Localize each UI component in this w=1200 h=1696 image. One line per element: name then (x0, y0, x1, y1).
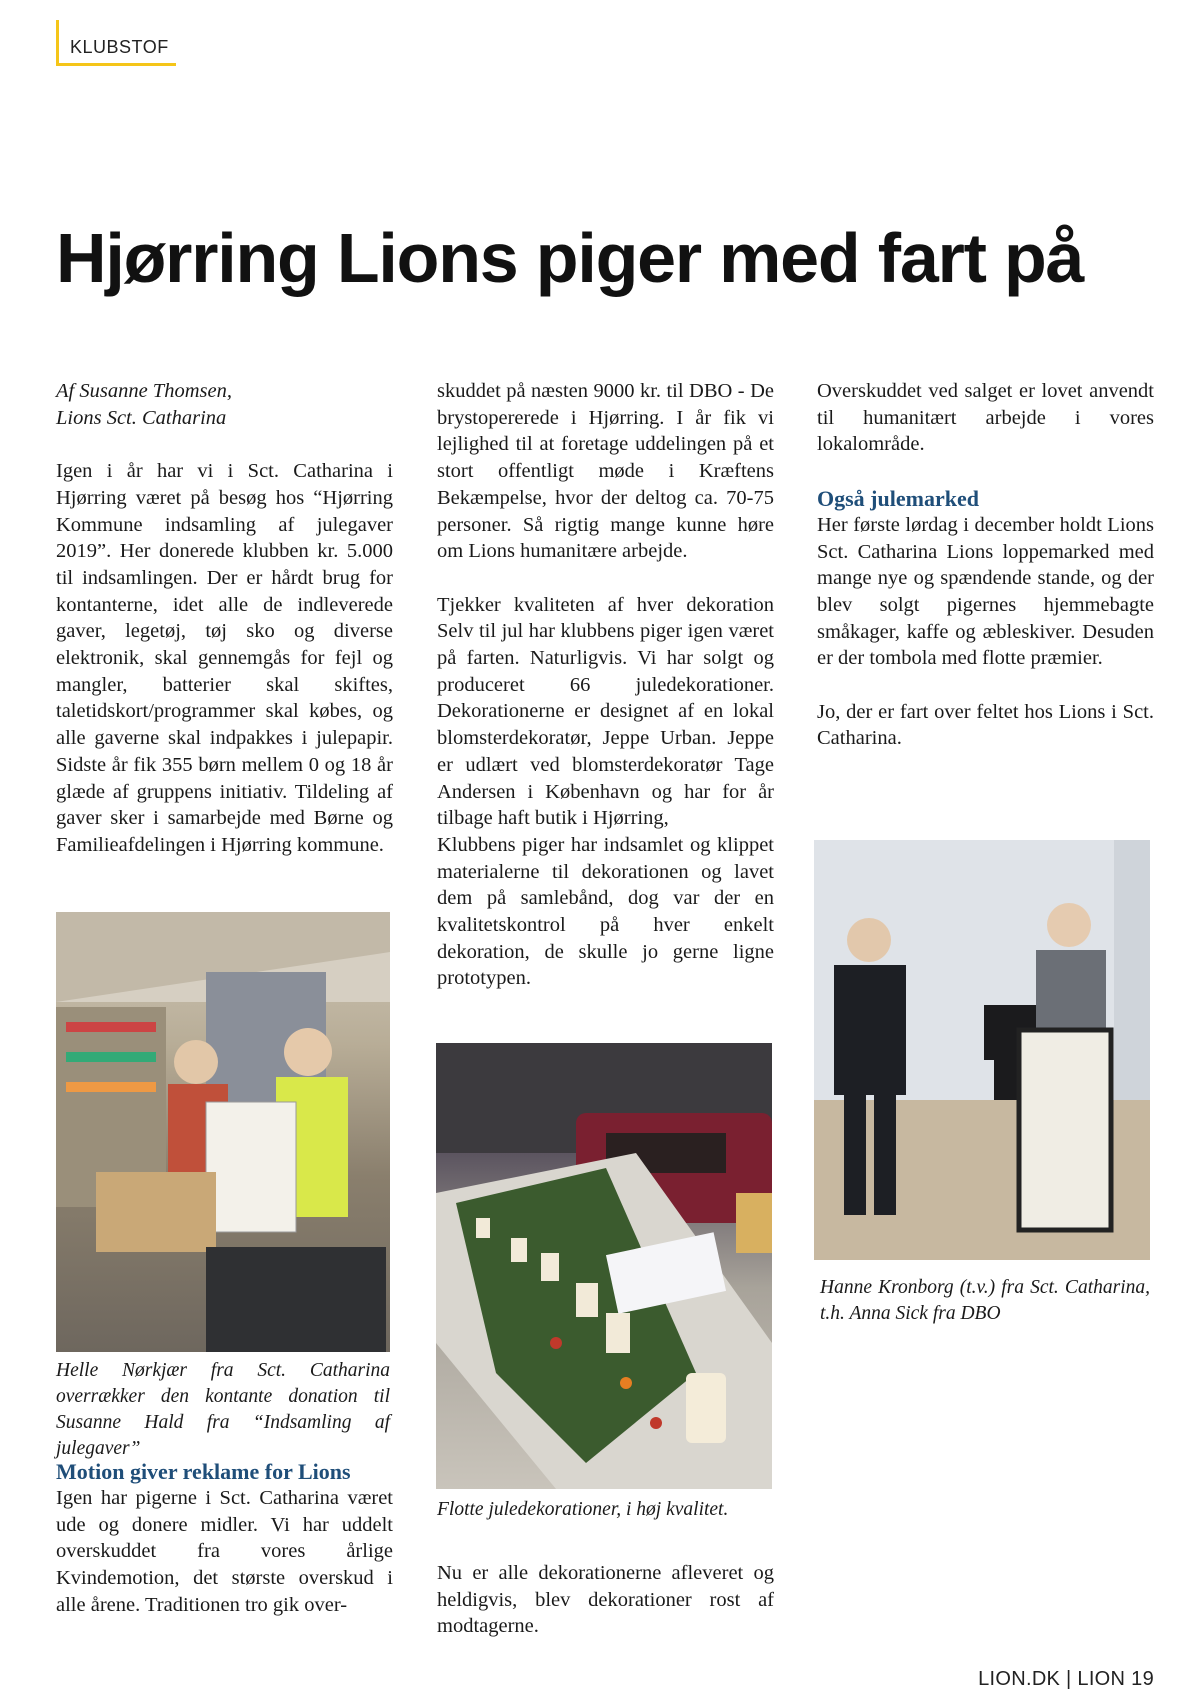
paragraph: Igen har pigerne i Sct. Catharina været ude og donere midler. Vi har uddelt overskuddet fra vores årlige Kvindemotion, det største overskud i alle årene. Traditionen tro gik over- (56, 1487, 393, 1616)
column-1-continued (56, 1458, 393, 1619)
column-2-continued (437, 1560, 774, 1640)
byline-club: Lions Sct. Catharina (56, 406, 227, 429)
subheading: Også julemarked (817, 485, 979, 511)
paragraph: skuddet på næsten 9000 kr. til DBO - De brystopererede i Hjørring. I år fik vi lejlighed til at foretage uddelingen på et stort offentligt møde i Kræftens Bekæmpelse, hvor der deltog ca. 70-75 personer. Så rigtig mange kunne høre om Lions humanitære arbejde. (437, 380, 774, 563)
paragraph: Her første lørdag i december holdt Lions Sct. Catharina Lions loppemarked med mange nye og spændende stande, og der blev solgt pigernes hjemmebagte småkager, kaffe og æbleskiver. Desuden er der tombola med flotte præmier. (817, 513, 1154, 670)
article-title: Hjørring Lions piger med fart på (56, 219, 1084, 297)
column-1 (56, 378, 393, 859)
photo-caption: Helle Nørkjær fra Sct. Catharina overrækker den kontante donation til Susanne Hald fra “Indsamling af julegaver” (56, 1360, 390, 1459)
photo-caption: Hanne Kronborg (t.v.) fra Sct. Catharina, t.h. Anna Sick fra DBO (820, 1277, 1150, 1324)
paragraph: Jo, der er fart over feltet hos Lions i Sct. Catharina. (817, 700, 1154, 750)
paragraph: Overskuddet ved salget er lovet anvendt til humanitært arbejde i vores lokalområde. (817, 380, 1154, 456)
paragraph: Igen i år har vi i Sct. Catharina i Hjørring været på besøg hos “Hjørring Kommune indsamling af julegaver 2019”. Her donerede klubben kr. 5.000 til indsamlingen. Der er hårdt brug for kontanterne, idet alle de indleverede gaver, legetøj, tøj sko og diverse elektronik, skal gennemgås for fejl og mangler, batterier skal skiftes, taletidskort/programmer skal købes, og alle gaverne skal indpakkes i julepapir. Sidste år fik 355 børn mellem 0 og 18 år glæde af gruppens initiativ. Tildeling af gaver sker i samarbejde med Børne og Familieafdelingen i Hjørring kommune. (56, 460, 393, 856)
photo-caption: Flotte juledekorationer, i høj kvalitet. (437, 1499, 729, 1520)
paragraph: Tjekker kvaliteten af hver dekoration Selv til jul har klubbens piger igen været på farten. Naturligvis. Vi har solgt og produceret 66 juledekorationer. Dekorationerne er designet af en lokal blomsterdekoratør, Jeppe Urban. Jeppe er udlært ved blomsterdekoratør Tage Andersen i København og har for år tilbage haft butik i Hjørring, (437, 593, 774, 830)
photo-donation-handover (56, 912, 390, 1352)
column-3 (817, 378, 1154, 752)
page-footer: LION.DK | LION 19 (978, 1668, 1154, 1690)
paragraph: Nu er alle dekorationerne afleveret og heldigvis, blev dekorationer rost af modtagerne. (437, 1562, 774, 1638)
photo-christmas-decorations (436, 1043, 772, 1489)
photo-decorations-image (436, 1043, 772, 1489)
byline-author: Af Susanne Thomsen, (56, 380, 232, 402)
photo-dbo-donation (814, 840, 1150, 1260)
subheading: Motion giver reklame for Lions (56, 1459, 351, 1484)
photo-dbo-image (814, 840, 1150, 1260)
photo-donation-image (56, 912, 390, 1352)
section-label: KLUBSTOF (70, 37, 169, 57)
paragraph: Klubbens piger har indsamlet og klippet materialerne til dekorationen og lavet dem på samlebånd, dog var der en kvalitetskontrol på hver enkelt dekoration, de skulle jo gerne ligne prototypen. (437, 833, 774, 990)
column-2 (437, 378, 774, 992)
